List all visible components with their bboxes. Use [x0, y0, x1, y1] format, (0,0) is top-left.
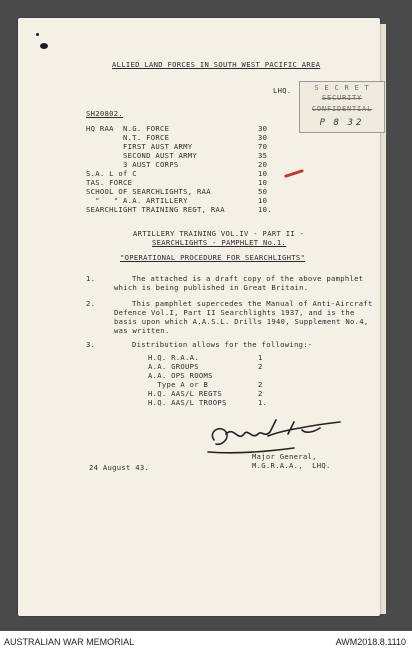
allowance-label: H.Q. AAS/L TROOPS	[148, 398, 227, 407]
paragraph-line: was written.	[114, 326, 170, 335]
paragraph-line: The attached is a draft copy of the above pamphlet	[132, 274, 364, 283]
stamp-confidential: CONFIDENTIAL	[311, 105, 373, 113]
paragraph-number: 2.	[86, 299, 96, 308]
dist-label: HQ RAA N.G. FORCE	[86, 124, 170, 133]
dist-label: TAS. FORCE	[86, 178, 133, 187]
dist-qty: 50	[258, 187, 268, 196]
allowance-label: Type A or B	[148, 380, 209, 389]
dist-label: SECOND AUST ARMY	[86, 151, 198, 160]
allowance-qty: 1.	[258, 398, 268, 407]
dist-qty: 20	[258, 160, 268, 169]
paragraph-line: Distribution allows for the following:-	[132, 340, 313, 349]
document-title: ALLIED LAND FORCES IN SOUTH WEST PACIFIC AREA	[112, 60, 321, 69]
dist-label: 3 AUST CORPS	[86, 160, 179, 169]
paragraph-line: basis upon which A.A.S.L. Drills 1940, Supplement No.4,	[114, 317, 369, 326]
dist-label: SCHOOL OF SEARCHLIGHTS, RAA	[86, 187, 211, 196]
dist-qty: 10.	[258, 205, 272, 214]
dist-label: N.T. FORCE	[86, 133, 170, 142]
subject-line-1: ARTILLERY TRAINING VOL.IV - PART II -	[133, 229, 305, 238]
document-date: 24 August 43.	[89, 463, 150, 472]
stamp-security: SECURITY	[321, 94, 363, 102]
dist-qty: 70	[258, 142, 268, 151]
dist-qty: 10	[258, 196, 268, 205]
paragraph-line: Defence Vol.I, Part II Searchlights 1937, and is the	[114, 308, 355, 317]
allowance-label: H.Q. R.A.A.	[148, 353, 199, 362]
dist-qty: 35	[258, 151, 268, 160]
allowance-label: H.Q. AAS/L REGTS	[148, 389, 223, 398]
footer-credit: AUSTRALIAN WAR MEMORIAL	[4, 637, 135, 647]
dist-qty: 30	[258, 133, 268, 142]
paragraph-number: 1.	[86, 274, 96, 283]
security-stamp	[299, 81, 385, 133]
footer-bar	[0, 631, 412, 653]
dist-qty: 10	[258, 169, 268, 178]
punch-hole-small	[36, 33, 39, 36]
punch-hole	[40, 43, 48, 49]
stamp-secret: S E C R E T	[314, 84, 370, 92]
allowance-label: A.A. OPS ROOMS	[148, 371, 213, 380]
dist-label: S.A. L of C	[86, 169, 137, 178]
allowance-qty: 2	[258, 362, 263, 371]
reference-number: SH20802.	[86, 109, 124, 118]
allowance-qty: 1	[258, 353, 263, 362]
signatory-title: M.G.R.A.A., LHQ.	[252, 461, 331, 470]
paragraph-line: which is being published in Great Britain.	[114, 283, 309, 292]
dist-label: SEARCHLIGHT TRAINING REGT, RAA	[86, 205, 225, 214]
footer-accession: AWM2018.8.1110	[335, 637, 406, 647]
subject-line-2: SEARCHLIGHTS - PAMPHLET No.1.	[152, 238, 287, 247]
dist-qty: 30	[258, 124, 268, 133]
signatory-rank: Major General,	[252, 452, 317, 461]
allowance-label: A.A. GROUPS	[148, 362, 199, 371]
subject-line-3: "OPERATIONAL PROCEDURE FOR SEARCHLIGHTS"	[120, 253, 306, 262]
paragraph-number: 3.	[86, 340, 96, 349]
allowance-qty: 2	[258, 380, 263, 389]
lhq-label: LHQ.	[273, 86, 292, 95]
allowance-qty: 2	[258, 389, 263, 398]
dist-label: FIRST AUST ARMY	[86, 142, 193, 151]
dist-label: " " A.A. ARTILLERY	[86, 196, 188, 205]
paragraph-line: This pamphlet supercedes the Manual of Anti-Aircraft	[132, 299, 373, 308]
dist-qty: 10	[258, 178, 268, 187]
stamp-number: P 8 32	[319, 118, 365, 128]
